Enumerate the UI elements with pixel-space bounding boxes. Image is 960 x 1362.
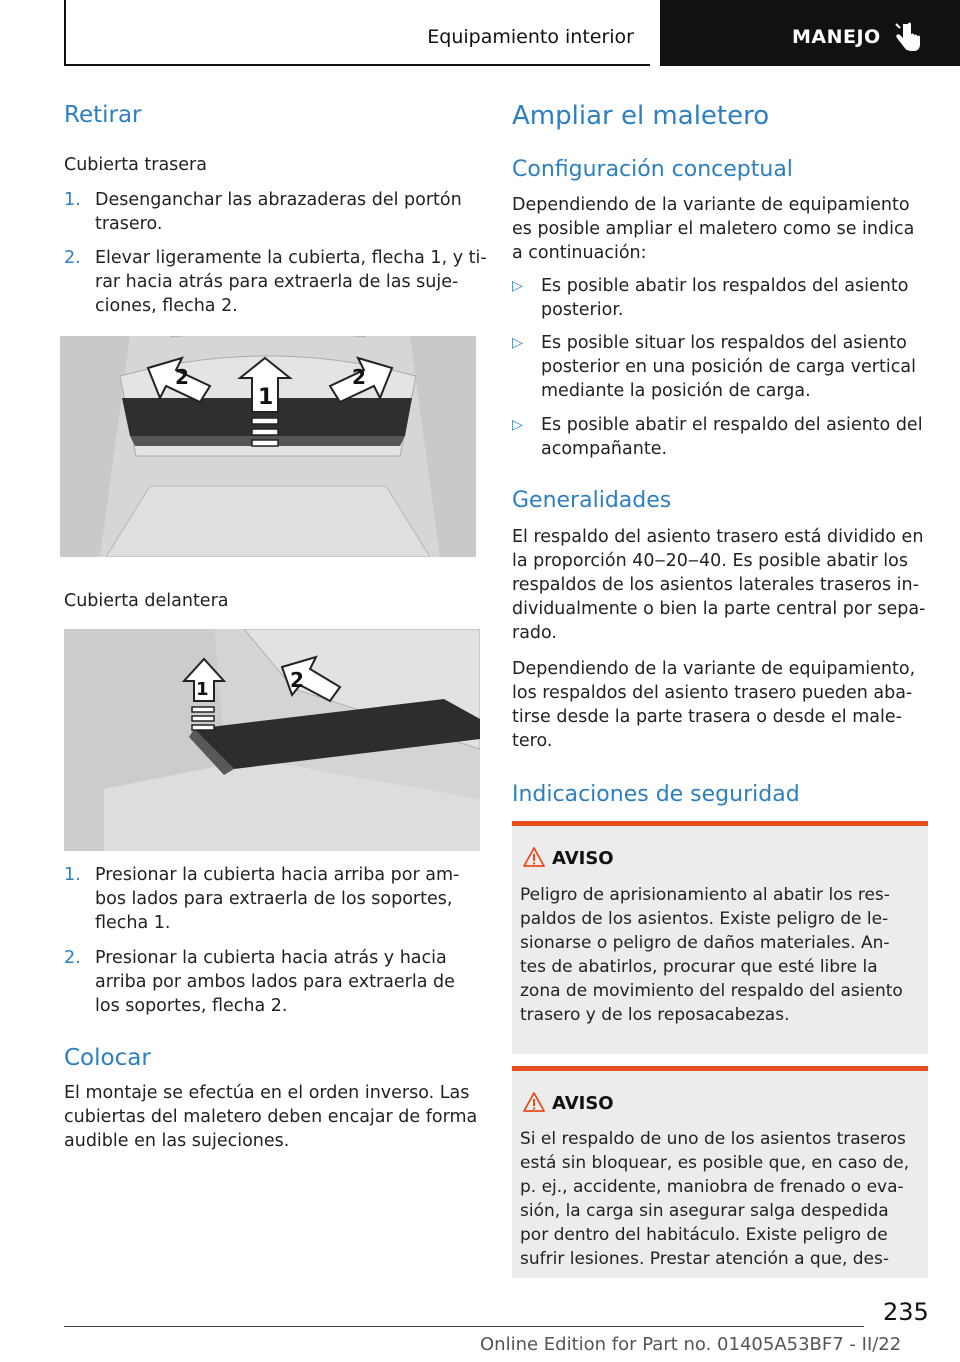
paragraph-line: respaldos de los asientos laterales traseros in‐ — [512, 575, 919, 595]
warning-line: sufrir lesiones. Prestar atención a que, des‐ — [520, 1249, 890, 1269]
bullet-triangle-icon: ▷ — [512, 417, 523, 433]
front-cover-illustration — [64, 629, 480, 851]
step-line: arriba por ambos lados para extraerla de — [95, 972, 455, 992]
paragraph-line: audible en las sujeciones. — [64, 1131, 290, 1151]
heading-indicaciones-seguridad: Indicaciones de seguridad — [512, 782, 800, 807]
warning-bar — [512, 1066, 928, 1071]
bullet-line: Es posible abatir los respaldos del asiento — [541, 276, 909, 296]
heading-generalidades: Generalidades — [512, 488, 672, 513]
step-line: flecha 1. — [95, 913, 171, 933]
warning-line: sionarse o peligro de daños materiales. An‐ — [520, 933, 890, 953]
warning-line: zona de movimiento del respaldo del asiento — [520, 981, 903, 1001]
bullet-line: mediante la posición de carga. — [541, 381, 811, 401]
header-section-title: Equipamiento interior — [427, 26, 634, 48]
step-number: 1. — [64, 865, 81, 885]
heading-retirar: Retirar — [64, 102, 142, 128]
warning-line: Si el respaldo de uno de los asientos traseros — [520, 1129, 906, 1149]
bullet-line: acompañante. — [541, 439, 668, 459]
warning-bar — [512, 821, 928, 826]
warning-line: sión, la carga sin asegurar salga despedida — [520, 1201, 889, 1221]
warning-title: AVISO — [552, 1093, 614, 1114]
warning-line: está sin bloquear, es posible que, en caso de, — [520, 1153, 910, 1173]
step-line: trasero. — [95, 214, 163, 234]
warning-line: trasero y de los reposacabezas. — [520, 1005, 790, 1025]
paragraph-line: a continuación: — [512, 243, 647, 263]
warning-title: AVISO — [552, 848, 614, 869]
header-rule-bottom — [64, 64, 650, 66]
step-line: rar hacia atrás para extraerla de las suje‐ — [95, 272, 459, 292]
paragraph-line: Dependiendo de la variante de equipamiento — [512, 195, 910, 215]
warning-box — [512, 821, 928, 1054]
arrow-label: 2 — [352, 365, 366, 389]
paragraph-line: tero. — [512, 731, 553, 751]
front-cover-drawing — [64, 629, 480, 851]
arrow-label: 1 — [196, 679, 209, 700]
heading-configuracion: Configuración conceptual — [512, 157, 793, 182]
arrow-label: 2 — [290, 668, 304, 692]
rear-cover-illustration — [60, 336, 476, 557]
step-line: bos lados para extraerla de los soportes, — [95, 889, 453, 909]
warning-line: paldos de los asientos. Existe peligro de le‐ — [520, 909, 889, 929]
step-line: Presionar la cubierta hacia arriba por am‐ — [95, 865, 460, 885]
warning-box — [512, 1066, 928, 1278]
bullet-line: posterior. — [541, 300, 624, 320]
step-number: 2. — [64, 248, 81, 268]
step-number: 2. — [64, 948, 81, 968]
step-line: ciones, flecha 2. — [95, 296, 238, 316]
hand-pointer-icon — [894, 22, 920, 52]
step-line: Elevar ligeramente la cubierta, flecha 1, y ti‐ — [95, 248, 487, 268]
warning-line: tes de abatirlos, procurar que esté libre la — [520, 957, 878, 977]
page-number: 235 — [883, 1298, 929, 1326]
step-line: los soportes, flecha 2. — [95, 996, 288, 1016]
paragraph-line: El respaldo del asiento trasero está dividido en — [512, 527, 924, 547]
heading-ampliar-maletero: Ampliar el maletero — [512, 101, 770, 131]
arrow-label: 2 — [175, 365, 189, 389]
rear-cover-drawing — [60, 336, 476, 557]
arrow-label: 1 — [258, 385, 274, 410]
warning-triangle-icon — [523, 1092, 545, 1112]
paragraph-line: cubiertas del maletero deben encajar de forma — [64, 1107, 478, 1127]
warning-triangle-icon — [523, 847, 545, 867]
warning-line: p. ej., accidente, maniobra de frenado o eva‐ — [520, 1177, 904, 1197]
warning-line: por dentro del habitáculo. Existe peligro de — [520, 1225, 888, 1245]
warning-line: Peligro de aprisionamiento al abatir los res‐ — [520, 885, 890, 905]
paragraph-line: los respaldos del asiento trasero pueden aba‐ — [512, 683, 913, 703]
header-rule-left — [64, 0, 66, 66]
paragraph-line: tirse desde la parte trasera o desde el male‐ — [512, 707, 902, 727]
bullet-line: Es posible abatir el respaldo del asiento del — [541, 415, 923, 435]
footer-rule — [64, 1326, 864, 1327]
paragraph-line: es posible ampliar el maletero como se indica — [512, 219, 915, 239]
heading-colocar: Colocar — [64, 1045, 151, 1071]
paragraph-line: rado. — [512, 623, 557, 643]
bullet-triangle-icon: ▷ — [512, 335, 523, 351]
bullet-triangle-icon: ▷ — [512, 278, 523, 294]
step-line: Desenganchar las abrazaderas del portón — [95, 190, 462, 210]
bullet-line: Es posible situar los respaldos del asiento — [541, 333, 907, 353]
paragraph-line: dividualmente o bien la parte central por sepa‐ — [512, 599, 926, 619]
subheading-cubierta-delantera: Cubierta delantera — [64, 591, 229, 611]
paragraph-line: El montaje se efectúa en el orden inverso. Las — [64, 1083, 470, 1103]
bullet-line: posterior en una posición de carga vertical — [541, 357, 916, 377]
step-line: Presionar la cubierta hacia atrás y hacia — [95, 948, 447, 968]
subheading-cubierta-trasera: Cubierta trasera — [64, 155, 207, 175]
footer-edition: Online Edition for Part no. 01405A53BF7 - II/22 — [480, 1334, 902, 1355]
paragraph-line: la proporción 40‒20‒40. Es posible abatir los — [512, 551, 908, 571]
paragraph-line: Dependiendo de la variante de equipamiento, — [512, 659, 916, 679]
chapter-tab-label: MANEJO — [792, 26, 881, 48]
step-number: 1. — [64, 190, 81, 210]
